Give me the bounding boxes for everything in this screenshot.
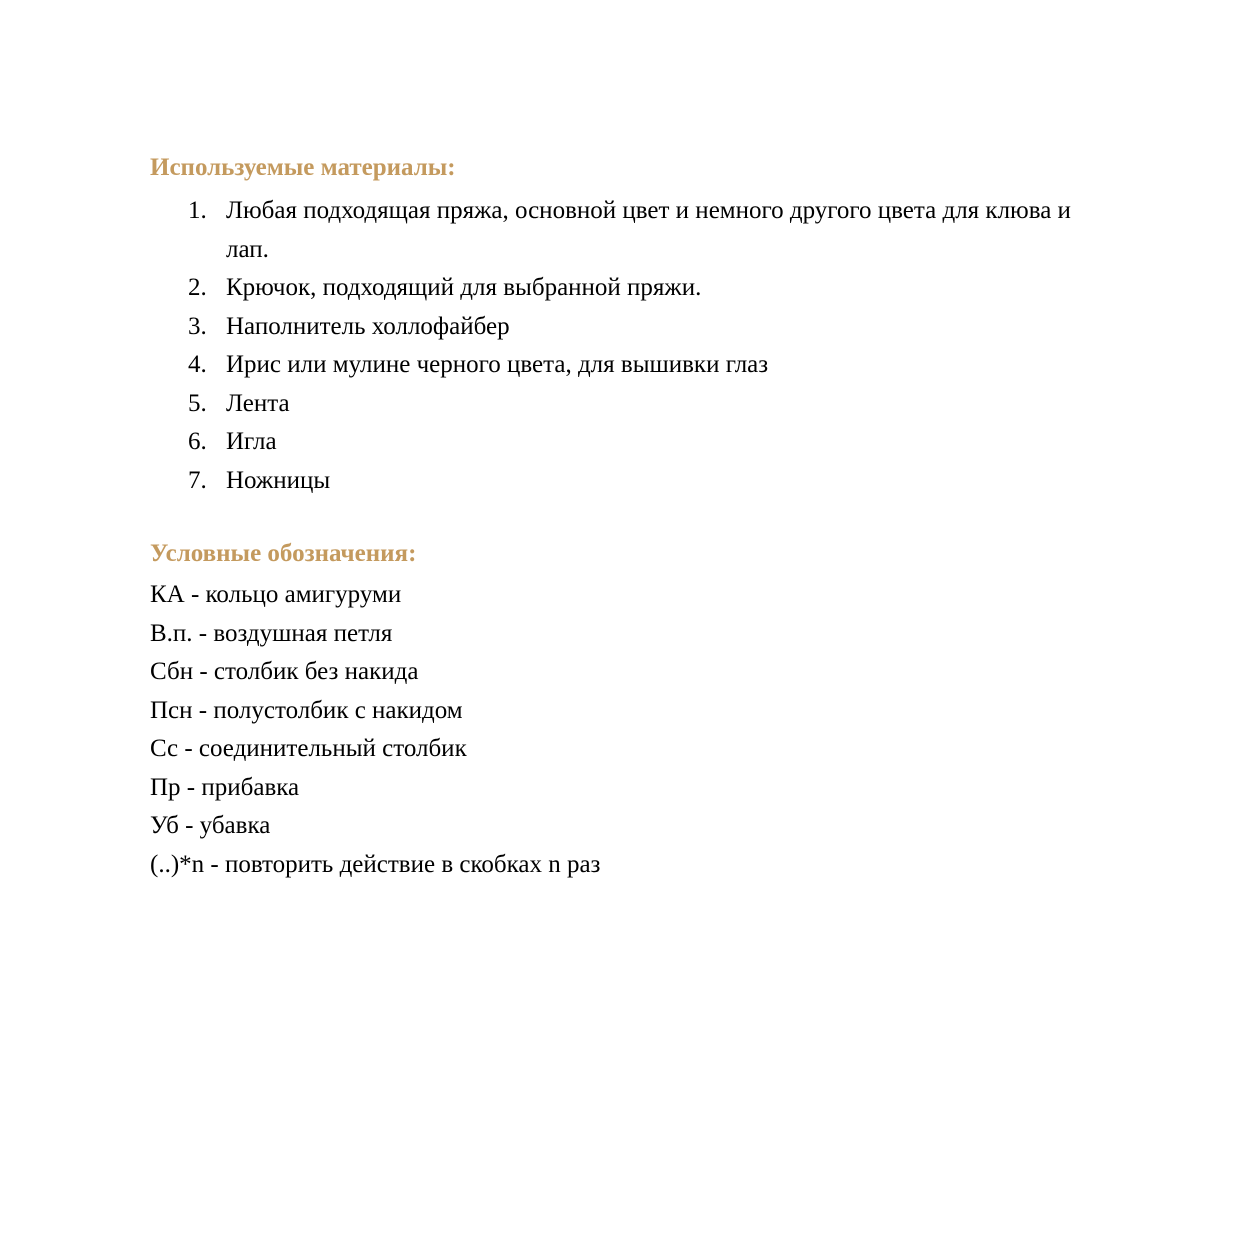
materials-item-text: Ирис или мулине черного цвета, для вышивки глаз xyxy=(226,351,769,378)
materials-list xyxy=(150,192,1110,500)
materials-heading: Используемые материалы: xyxy=(150,154,456,181)
materials-item-text: Крючок, подходящий для выбранной пряжи. xyxy=(226,274,702,301)
materials-item-1 xyxy=(150,192,1110,269)
materials-item-text: Лента xyxy=(226,389,290,417)
materials-item-number: 4. xyxy=(188,351,207,378)
legend-item: Псн - полустолбик с накидом xyxy=(150,696,463,724)
legend-item: Пр - прибавка xyxy=(150,773,300,801)
materials-item-4 xyxy=(150,346,1110,385)
materials-item-text: Наполнитель холлофайбер xyxy=(226,312,510,340)
materials-item-3 xyxy=(150,308,1110,347)
legend-item: В.п. - воздушная петля xyxy=(150,619,393,647)
materials-item-6 xyxy=(150,423,1110,462)
legend-heading: Условные обозначения: xyxy=(150,540,417,567)
materials-item-2 xyxy=(150,269,1110,308)
materials-item-5 xyxy=(150,385,1110,424)
legend-item: КА - кольцо амигуруми xyxy=(150,581,402,608)
legend-item: (..)*n - повторить действие в скобках n раз xyxy=(150,850,601,878)
legend-list xyxy=(150,576,600,884)
materials-item-number: 5. xyxy=(188,389,207,417)
legend-item: Сс - соединительный столбик xyxy=(150,735,467,762)
materials-item-text: Любая подходящая пряжа, основной цвет и немного другого цвета для клюва и лап. xyxy=(226,197,1071,263)
materials-item-text: Игла xyxy=(226,428,277,455)
legend-item: Сбн - столбик без накида xyxy=(150,658,419,685)
materials-item-7 xyxy=(150,462,1110,501)
materials-item-number: 6. xyxy=(188,428,207,455)
materials-item-number: 7. xyxy=(188,466,207,494)
materials-item-number: 1. xyxy=(188,197,207,224)
legend-item: Уб - убавка xyxy=(150,812,271,839)
materials-item-text: Ножницы xyxy=(226,466,331,494)
materials-item-number: 2. xyxy=(188,274,207,301)
materials-item-number: 3. xyxy=(188,312,207,340)
